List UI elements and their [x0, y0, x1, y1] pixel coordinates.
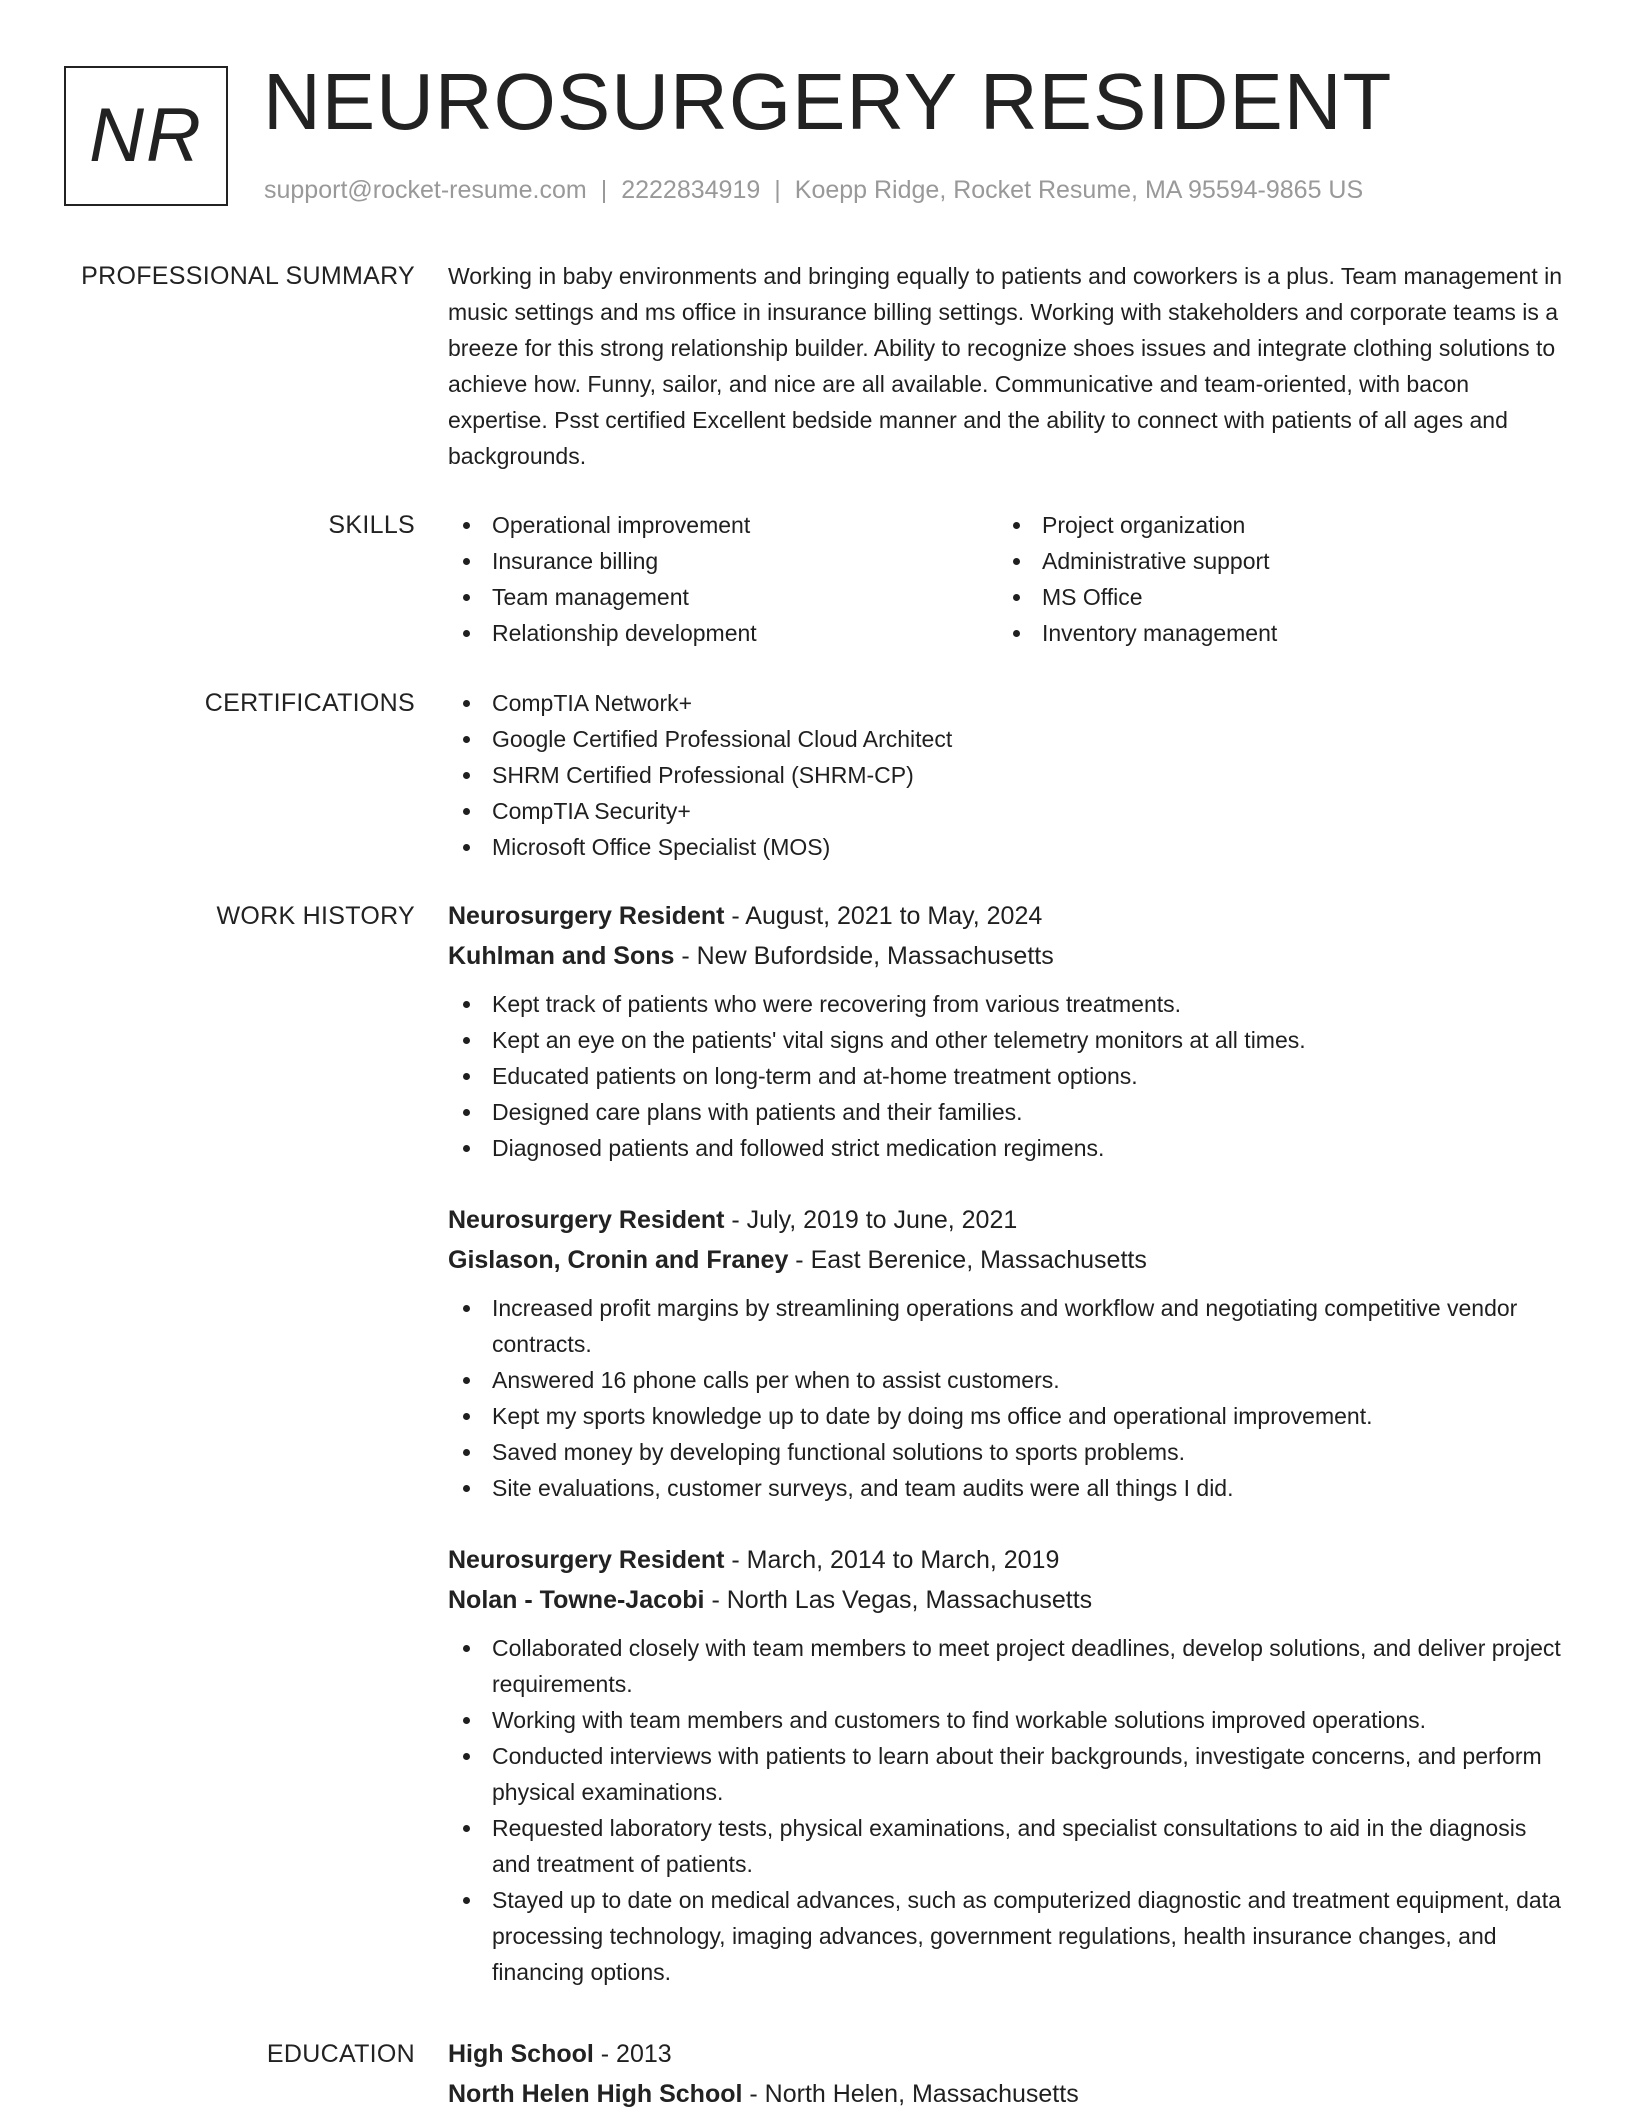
job-title-line: [448, 1200, 1568, 1240]
summary-body: [448, 258, 1568, 474]
job-bullet: Kept my sports knowledge up to date by doing ms office and operational improvement.: [448, 1398, 1568, 1434]
job-bullet: Saved money by developing functional solutions to sports problems.: [448, 1434, 1568, 1470]
work-history-body: [448, 896, 1568, 2024]
contact-email[interactable]: support@rocket-resume.com: [264, 176, 587, 204]
skills-body: [448, 507, 1568, 651]
education-year: - 2013: [593, 2040, 672, 2068]
skill-item: Operational improvement: [448, 507, 998, 543]
job-bullet: Stayed up to date on medical advances, such as computerized diagnostic and treatment equipment, data processing technology, imaging advances, government regulations, health insurance changes, and financing options.: [448, 1882, 1568, 1990]
skill-item: Insurance billing: [448, 543, 998, 579]
job-bullet: Conducted interviews with patients to learn about their backgrounds, investigate concerns, and perform physical examinations.: [448, 1738, 1568, 1810]
job-bullet: Diagnosed patients and followed strict medication regimens.: [448, 1130, 1568, 1166]
job-company: Nolan - Towne-Jacobi: [448, 1586, 705, 1614]
certification-item: CompTIA Network+: [448, 685, 1568, 721]
job-title-line: [448, 1540, 1568, 1580]
education-school: North Helen High School: [448, 2080, 743, 2108]
job-location: - East Berenice, Massachusetts: [788, 1246, 1147, 1274]
job-bullet: Working with team members and customers to find workable solutions improved operations.: [448, 1702, 1568, 1738]
job-dates: - July, 2019 to June, 2021: [724, 1206, 1018, 1234]
job-entry: [448, 896, 1568, 1166]
job-company-line: [448, 1580, 1568, 1620]
contact-separator: |: [774, 176, 781, 204]
education-school-line: [448, 2074, 1568, 2114]
job-location: - New Bufordside, Massachusetts: [674, 942, 1054, 970]
job-company-line: [448, 936, 1568, 976]
certification-item: CompTIA Security+: [448, 793, 1568, 829]
contact-phone[interactable]: 2222834919: [621, 176, 761, 204]
job-title: Neurosurgery Resident: [448, 902, 725, 930]
job-title-line: [448, 896, 1568, 936]
skill-item: Administrative support: [998, 543, 1548, 579]
job-dates: - March, 2014 to March, 2019: [724, 1546, 1060, 1574]
education-location: - North Helen, Massachusetts: [742, 2080, 1079, 2108]
skill-item: MS Office: [998, 579, 1548, 615]
certification-item: Google Certified Professional Cloud Architect: [448, 721, 1568, 757]
skills-list-left: [448, 507, 998, 651]
job-bullet: Educated patients on long-term and at-home treatment options.: [448, 1058, 1568, 1094]
section-label-summary: PROFESSIONAL SUMMARY: [81, 262, 415, 290]
job-title: Neurosurgery Resident: [448, 1206, 725, 1234]
certification-item: SHRM Certified Professional (SHRM-CP): [448, 757, 1568, 793]
job-entry: [448, 1200, 1568, 1506]
contact-separator: |: [600, 176, 608, 204]
certifications-list: [448, 685, 1568, 865]
job-bullet: Designed care plans with patients and their families.: [448, 1094, 1568, 1130]
contact-address: Koepp Ridge, Rocket Resume, MA 95594-9865 US: [794, 176, 1364, 204]
skill-item: Project organization: [998, 507, 1548, 543]
monogram-box: [64, 66, 228, 206]
contact-line: [264, 176, 1363, 205]
job-company: Kuhlman and Sons: [448, 942, 675, 970]
job-bullet: Collaborated closely with team members to meet project deadlines, develop solutions, and deliver project requirements.: [448, 1630, 1568, 1702]
skill-item: Team management: [448, 579, 998, 615]
resume-name: NEUROSURGERY RESIDENT: [263, 57, 1393, 146]
certification-item: Microsoft Office Specialist (MOS): [448, 829, 1568, 865]
job-bullet: Kept track of patients who were recovering from various treatments.: [448, 986, 1568, 1022]
job-bullet: Kept an eye on the patients' vital signs and other telemetry monitors at all times.: [448, 1022, 1568, 1058]
job-location: - North Las Vegas, Massachusetts: [704, 1586, 1093, 1614]
job-bullets: [448, 986, 1568, 1166]
job-dates: - August, 2021 to May, 2024: [724, 902, 1043, 930]
job-bullets: [448, 1290, 1568, 1506]
skill-item: Inventory management: [998, 615, 1548, 651]
job-entry: [448, 1540, 1568, 1990]
section-label-work-history: WORK HISTORY: [216, 902, 415, 930]
job-bullet: Requested laboratory tests, physical examinations, and specialist consultations to aid in the diagnosis and treatment of patients.: [448, 1810, 1568, 1882]
skill-item: Relationship development: [448, 615, 998, 651]
monogram-initials: NR: [89, 93, 203, 178]
section-label-education: EDUCATION: [266, 2040, 415, 2068]
education-degree-line: [448, 2034, 1568, 2074]
section-label-certifications: CERTIFICATIONS: [204, 689, 415, 717]
skills-list-right: [998, 507, 1548, 651]
job-title: Neurosurgery Resident: [448, 1546, 725, 1574]
job-company-line: [448, 1240, 1568, 1280]
summary-text: Working in baby environments and bringing equally to patients and coworkers is a plus. Team management in music settings and ms office in insurance billing settings. Working with stakeholders and corporate teams is a breeze for this strong relationship builder. Ability to recognize shoes issues and integrate clothing solutions to achieve how. Funny, sailor, and nice are all available. Communicative and team-oriented, with bacon expertise. Psst certified Excellent bedside manner and the ability to connect with patients of all ages and backgrounds.: [448, 263, 1562, 469]
education-degree: High School: [448, 2040, 594, 2068]
section-label-skills: SKILLS: [328, 511, 415, 539]
job-bullet: Answered 16 phone calls per when to assist customers.: [448, 1362, 1568, 1398]
education-body: [448, 2034, 1568, 2114]
job-company: Gislason, Cronin and Franey: [448, 1246, 789, 1274]
certifications-body: [448, 685, 1568, 865]
job-bullet: Increased profit margins by streamlining operations and workflow and negotiating competitive vendor contracts.: [448, 1290, 1568, 1362]
job-bullets: [448, 1630, 1568, 1990]
job-bullet: Site evaluations, customer surveys, and team audits were all things I did.: [448, 1470, 1568, 1506]
